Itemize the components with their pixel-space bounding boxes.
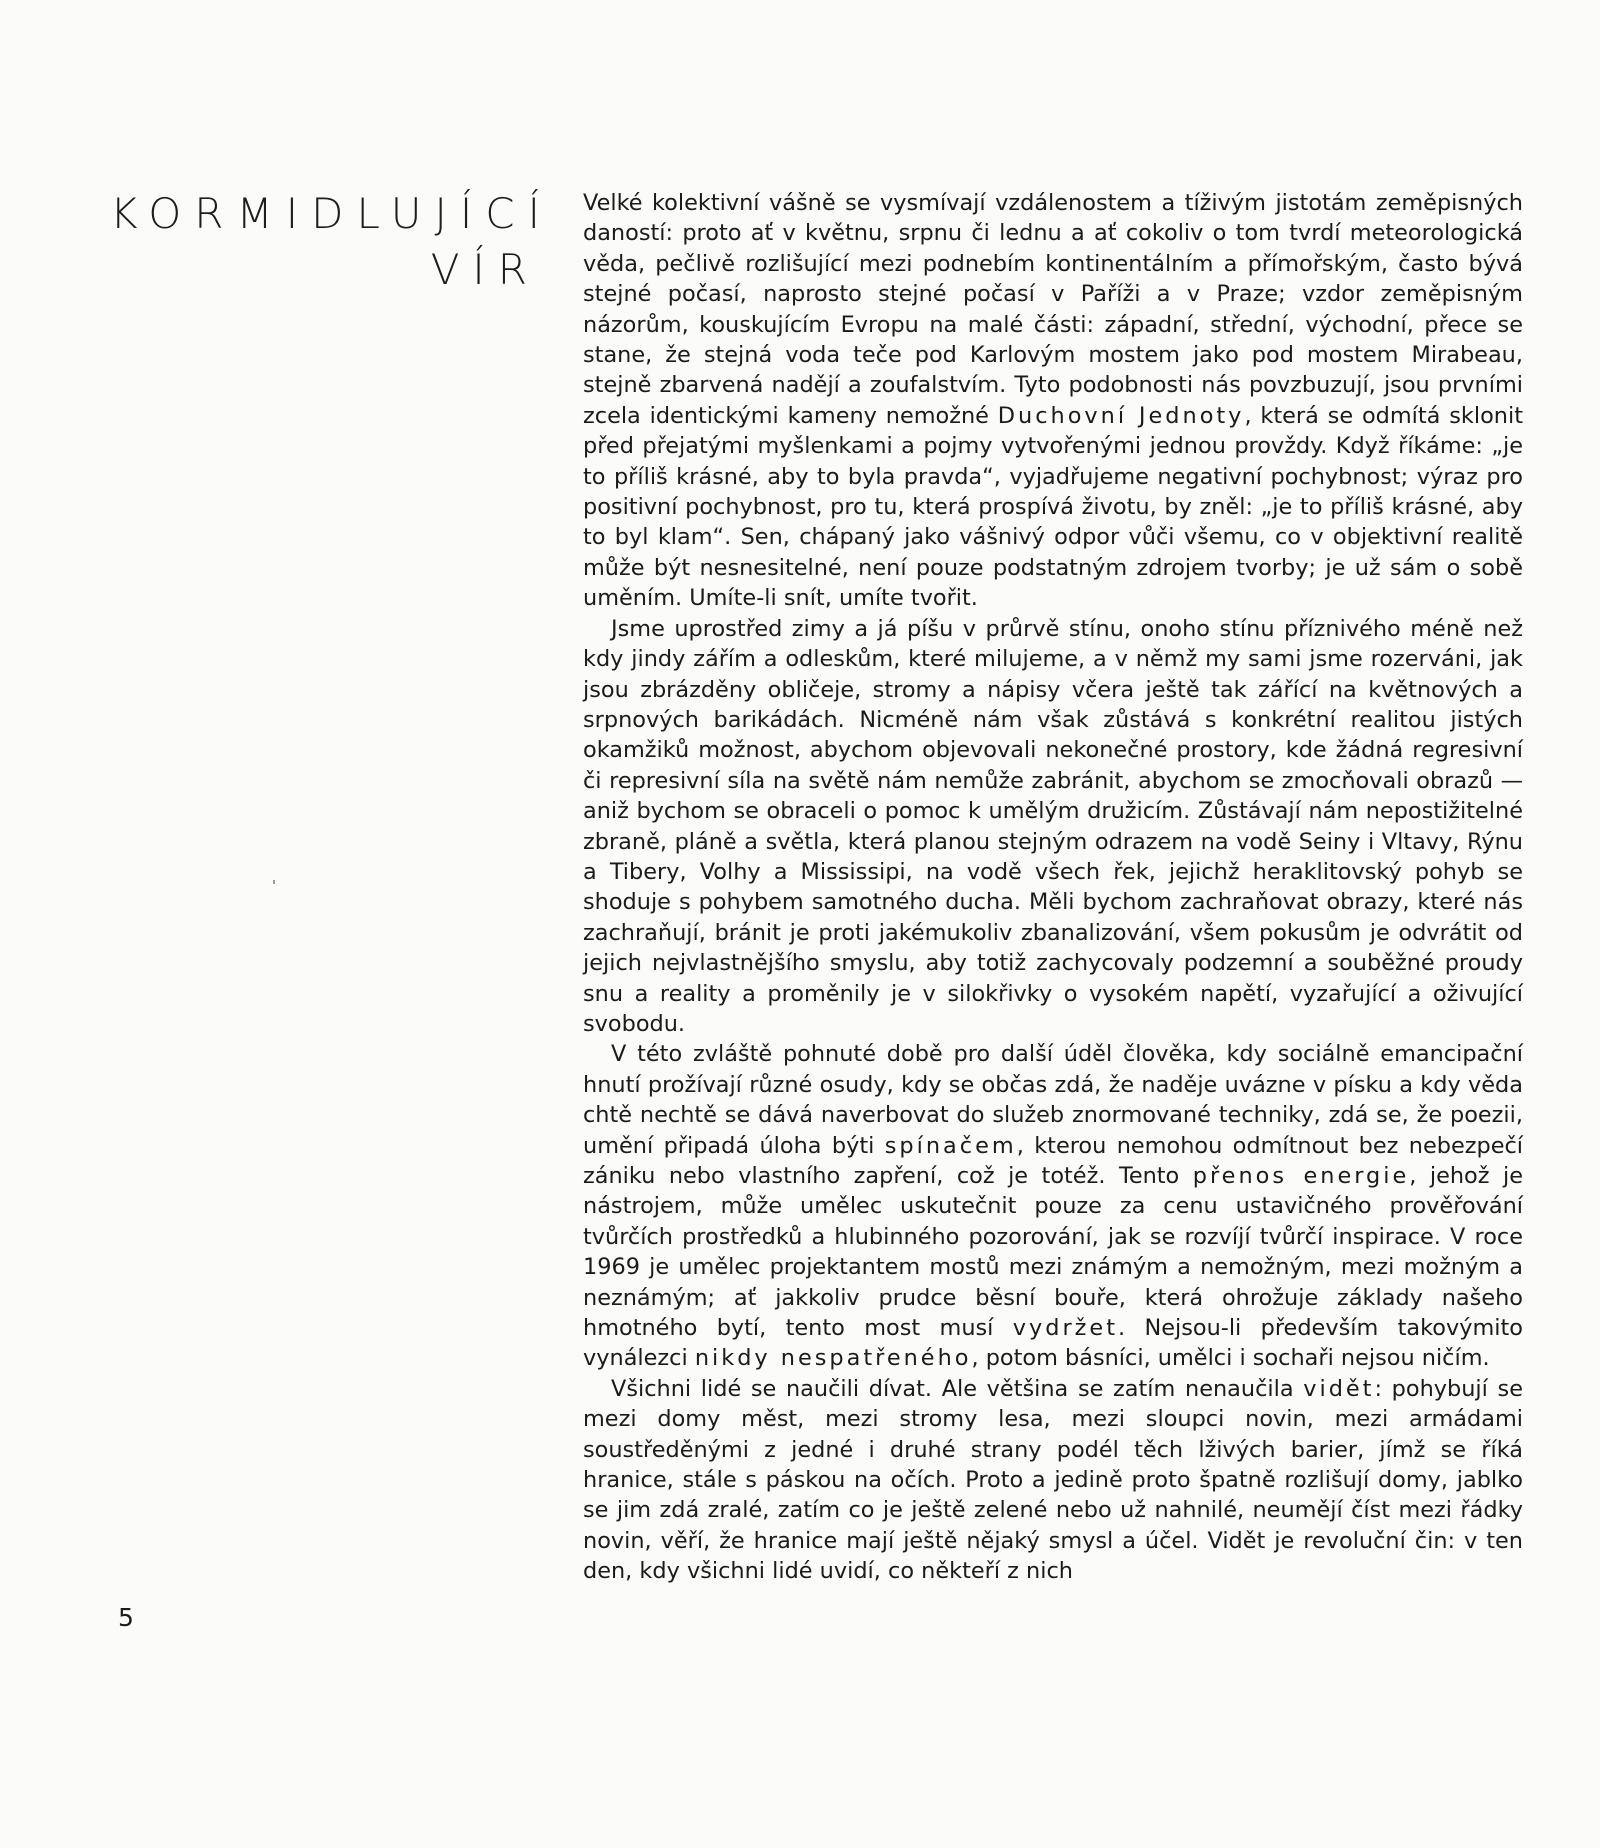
text-run: : pohybují se mezi domy měst, mezi stromy lesa, mezi sloupci novin, mezi armádami soustředěnými z jedné i druhé strany podél těch lživých barier, jímž se říká hranice, stále s páskou na očích. Proto a jedině proto špatně rozlišují domy, jablko se jim zdá zralé, zatím co je ještě zelené nebo už nahnilé, neumějí číst mezi řádky novin, věří, že hranice mají ještě nějaký smysl a účel. Vidět je revoluční čin: v ten den, kdy všichni lidé uvidí, co někteří z nich: [583, 1375, 1523, 1585]
text-run: , jehož je nástrojem, může umělec uskutečnit pouze za cenu ustavičného prověřování tvůrčích prostředků a hlubinného pozorování, jak se rozvíjí tvůrčí inspirace. V roce 1969 je umělec projektantem mostů mezi známým a nemožným, mezi možným a neznámým; ať jakkoliv prudce běsní bouře, která ohrožuje základy našeho hmotného bytí, tento most musí: [583, 1163, 1523, 1342]
text-run: Všichni lidé se naučili dívat. Ale většina se zatím nenaučila: [611, 1375, 1304, 1402]
emphasized-text: přenos energie: [1192, 1163, 1410, 1189]
paragraph: [583, 1039, 1523, 1373]
paragraph: [583, 614, 1523, 1040]
chapter-title: [110, 186, 553, 298]
paragraph: [583, 1374, 1523, 1587]
text-run: , potom básníci, umělci i sochaři nejsou ničím.: [971, 1345, 1490, 1372]
body-text: [583, 188, 1523, 1587]
text-run: Velké kolektivní vášně se vysmívají vzdálenostem a tíživým jistotám zeměpisných daností: proto ať v květnu, srpnu či lednu a ať cokoliv o tom tvrdí meteorologická věda, pečlivě rozlišující mezi podnebím kontinentálním a přímořským, často bývá stejné počasí, naprosto stejné počasí v Paříži a v Praze; vzdor zeměpisným názorům, kouskujícím Evropu na malé části: západní, střední, východní, přece se stane, že stejná voda teče pod Karlovým mostem jako pod mostem Mirabeau, stejně zbarvená nadějí a zoufalstvím. Tyto podobnosti nás povzbuzují, jsou prvními zcela identickými kameny nemožné: [583, 190, 1523, 429]
page-number: 5: [118, 1603, 134, 1632]
emphasized-text: vidět: [1303, 1375, 1375, 1402]
text-run: . Nejsou-li především takovýmito vynálezci: [583, 1315, 1523, 1372]
text-run: Jsme uprostřed zimy a já píšu v průrvě stínu, onoho stínu příznivého méně než kdy jindy zářím a odleskům, které milujeme, a v němž my sami jsme rozerváni, jak jsou zbrázděny obličeje, stromy a nápisy včera ještě tak zářící na květnových a srpnových barikádách. Nicméně nám však zůstává s konkrétní realitou jistých okamžiků možnost, abychom objevovali nekonečné prostory, kde žádná regresivní či represivní síla na světě nám nemůže zabránit, abychom se zmocňovali obrazů — aniž bychom se obraceli o pomoc k umělým družicím. Zůstávají nám nepostižitelné zbraně, pláně a světla, která planou stejným odrazem na vodě Seiny i Vltavy, Rýnu a Tibery, Volhy a Mississipi, na vodě všech řek, jejichž heraklitovský pohyb se shoduje s pohybem samotného ducha. Měli bychom zachraňovat obrazy, které nás zachraňují, bránit je proti jakémukoliv zbanalizování, všem pokusům je odvrátit od jejich nejvlastnějšího smyslu, aby totiž zachycovaly podzemní a souběžné proudy snu a reality a proměnily je v silokřivky o vysokém napětí, vyzařující a oživující svobodu.: [583, 615, 1523, 1037]
emphasized-text: spínačem: [884, 1132, 1017, 1159]
text-run: V této zvláště pohnuté době pro další úděl člověka, kdy sociálně emancipační hnutí prožívají různé osudy, kdy se občas zdá, že naděje uvázne v písku a kdy věda chtě nechtě se dává naverbovat do služeb znormované techniky, zdá se, že poezii, umění připadá úloha býti: [583, 1041, 1523, 1159]
chapter-title-line-1: KORMIDLUJÍCÍ: [110, 189, 553, 238]
emphasized-text: vydržet: [1012, 1315, 1118, 1342]
emphasized-text: Duchovní Jednoty: [997, 402, 1245, 429]
emphasized-text: nikdy nespatřeného: [694, 1345, 972, 1372]
text-run: , která se odmítá sklonit před přejatými myšlenkami a pojmy vytvořenými jednou provždy. Když říkáme: „je to příliš krásné, aby to byla pravda“, vyjadřujeme negativní pochybnost; výraz pro positivní pochybnost, pro tu, která prospívá životu, by zněl: „je to příliš krásné, aby to byl klam“. Sen, chápaný jako vášnivý odpor vůči všemu, co v objektivní realitě může být nesnesitelné, není pouze podstatným zdrojem tvorby; je už sám o sobě uměním. Umíte-li snít, umíte tvořit.: [583, 402, 1523, 612]
text-run: , kterou nemohou odmítnout bez nebezpečí zániku nebo vlastního zapření, což je totéž. Tento: [583, 1132, 1524, 1189]
chapter-title-line-2: VÍR: [430, 245, 540, 294]
paragraph: [583, 188, 1523, 614]
paper-speck: [273, 880, 275, 884]
